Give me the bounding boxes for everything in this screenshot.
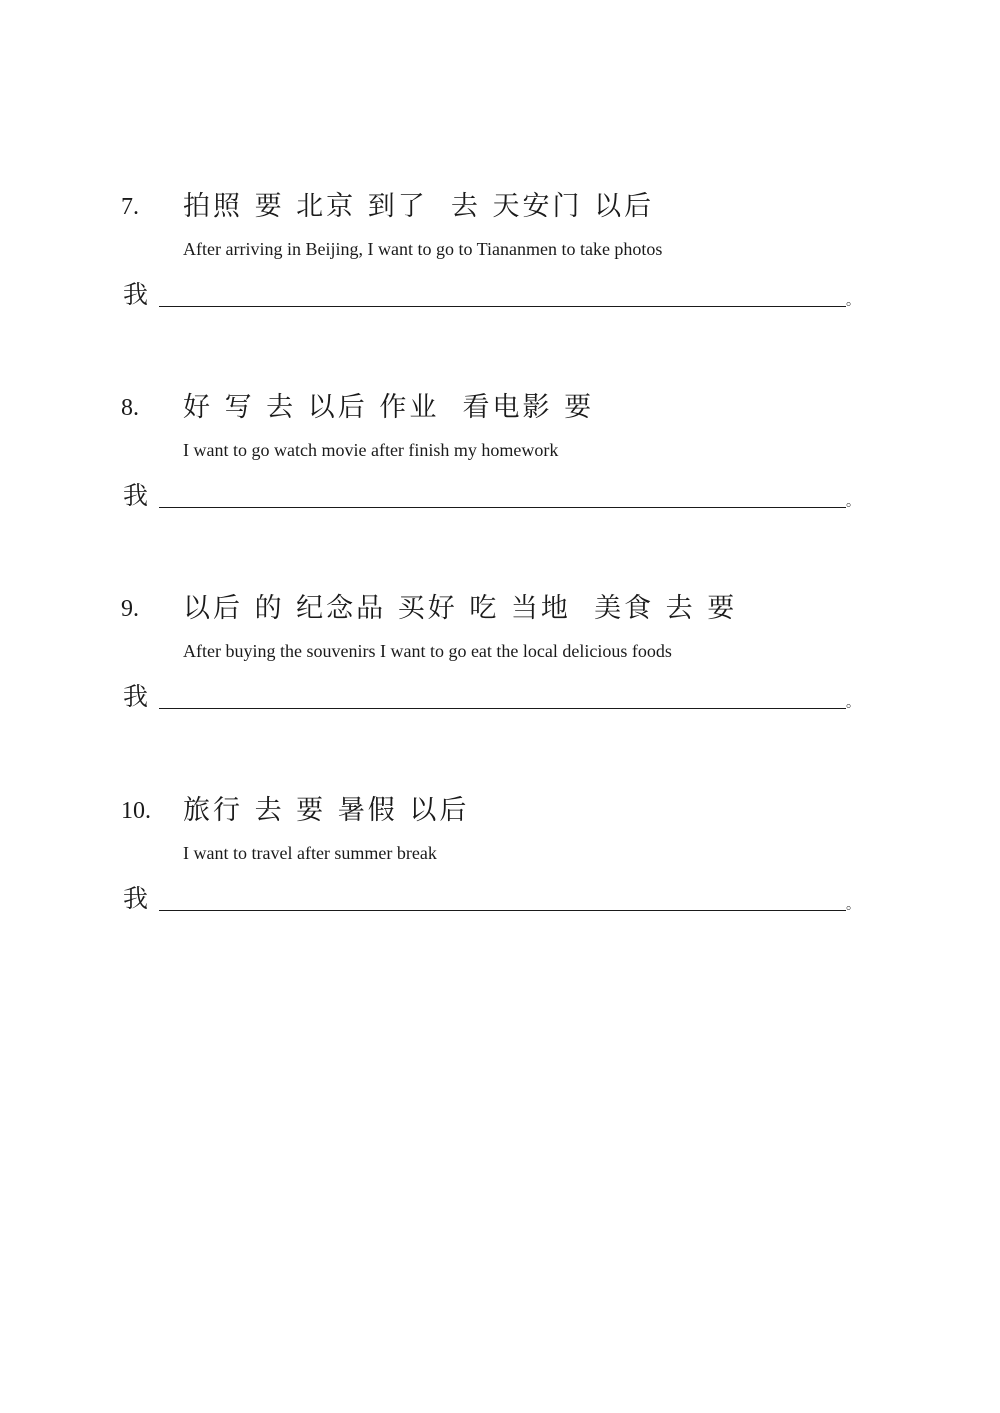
scrambled-words: 好 写 去 以后 作业 看电影 要 (183, 392, 595, 423)
answer-underline (159, 708, 846, 709)
english-translation: After arriving in Beijing, I want to go to Tiananmen to take photos (183, 239, 663, 259)
english-translation: After buying the souvenirs I want to go eat the local delicious foods (183, 641, 672, 661)
answer-prefix: 我 (123, 884, 149, 913)
exercise-10 (0, 796, 1000, 936)
exercise-7 (0, 192, 1000, 332)
answer-input[interactable] (159, 682, 846, 708)
scrambled-words: 旅行 去 要 暑假 以后 (183, 795, 470, 826)
exercise-number: 9. (121, 596, 139, 622)
answer-prefix: 我 (123, 481, 149, 510)
sentence-period: 。 (846, 494, 860, 510)
sentence-period: 。 (846, 897, 860, 913)
exercise-number: 10. (121, 798, 151, 824)
answer-input[interactable] (159, 280, 846, 306)
sentence-period: 。 (846, 293, 860, 309)
answer-prefix: 我 (123, 682, 149, 711)
english-translation: I want to go watch movie after finish my homework (183, 440, 559, 460)
english-translation: I want to travel after summer break (183, 843, 437, 863)
exercise-number: 7. (121, 194, 139, 220)
answer-prefix: 我 (123, 280, 149, 309)
answer-underline (159, 306, 846, 307)
answer-underline (159, 910, 846, 911)
scrambled-words: 拍照 要 北京 到了 去 天安门 以后 (183, 191, 655, 222)
exercise-9 (0, 594, 1000, 734)
scrambled-words: 以后 的 纪念品 买好 吃 当地 美食 去 要 (183, 593, 738, 624)
exercise-8 (0, 393, 1000, 533)
answer-input[interactable] (159, 481, 846, 507)
answer-underline (159, 507, 846, 508)
exercise-number: 8. (121, 395, 139, 421)
answer-input[interactable] (159, 884, 846, 910)
sentence-period: 。 (846, 695, 860, 711)
